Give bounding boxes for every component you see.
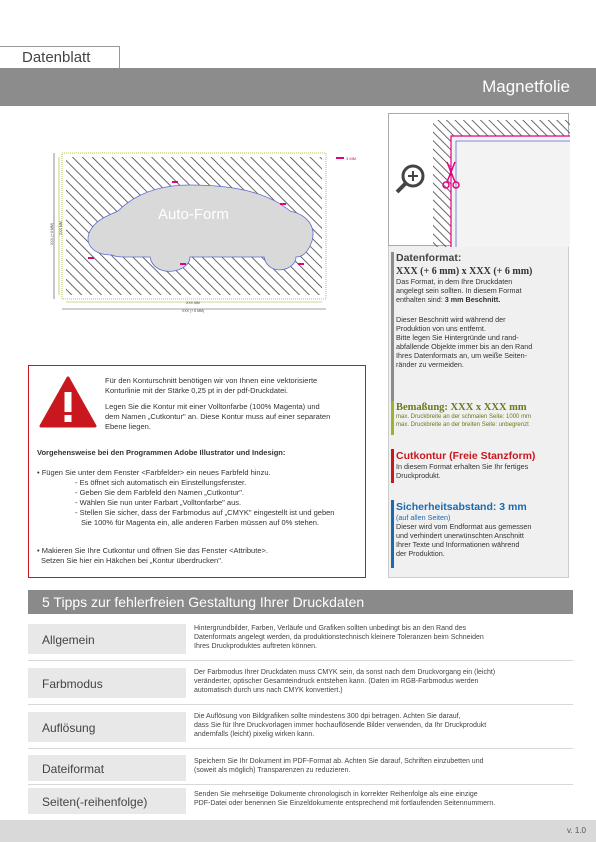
bemassung-section <box>396 402 568 429</box>
dim-bottom-inner: XXX MM <box>186 301 200 305</box>
warning-step-6: Sie 100% für Magenta ein, alle anderen Farben müssen auf 0% stehen. <box>81 518 320 527</box>
sicherheit-title: Sicherheitsabstand: 3 mm <box>396 501 527 513</box>
datenformat-section <box>396 252 568 369</box>
bemassung-title: Bemaßung: XXX x XXX mm <box>396 402 527 413</box>
tip-text-line: Der Farbmodus Ihrer Druckdaten muss CMYK sein, da sonst nach dem Druckvorgang ein (leicht) <box>194 669 496 676</box>
datenformat-bar <box>391 252 394 412</box>
tip-separator <box>28 748 573 749</box>
format-diagram <box>40 145 360 315</box>
tip-text-line: veränderter, optischer Gesamteindruck entstehen kann. (Daten im RGB-Farbmodus werden <box>194 678 479 685</box>
datenformat-line1: Das Format, in dem Ihre Druckdaten <box>396 277 513 286</box>
warning-intro2-2: dem Namen „Cutkontur" an. Diese Kontur muss auf einer separaten <box>105 412 331 421</box>
dim-bottom-outer: XXX (+ 6 MM) <box>182 309 205 313</box>
bemassung-line2: max. Druckbreite an der breiten Seite: unbegrenzt <box>396 422 529 428</box>
tip-label: Dateiformat <box>28 755 186 781</box>
tip-label: Auflösung <box>28 712 186 742</box>
datenformat-bleed: 3 mm Beschnitt. <box>444 295 501 304</box>
warning-icon <box>39 376 97 428</box>
warning-step-3: - Geben Sie dem Farbfeld den Namen „Cutkontur". <box>75 488 244 497</box>
tips-header <box>28 590 573 614</box>
tip-label: Seiten(-reihenfolge) <box>28 788 186 814</box>
tip-separator <box>28 784 573 785</box>
cut-label: 3 MM <box>346 156 356 161</box>
cutkontur-section <box>396 450 568 480</box>
tip-text-line: automatisch durch uns nach CMYK konvertiert.) <box>194 687 343 694</box>
tip-text-line: dass Sie für Ihre Druckvorlagen immer hochauflösende Bilder verwenden, da Ihr Druckprodukt <box>194 722 487 729</box>
tip-text-line: PDF-Datei oder benennen Sie Einzeldokumente entsprechend mit fortlaufenden Seitennummern. <box>194 800 496 807</box>
warning-heading: Vorgehensweise bei den Programmen Adobe Illustrator und Indesign: <box>37 448 286 457</box>
bemassung-line1: max. Druckbreite an der schmalen Seite: 1000 mm <box>396 414 532 420</box>
datenformat-para2-2: Produktion von uns entfernt. <box>396 324 486 333</box>
footer <box>0 820 596 842</box>
sicherheit-line3: Ihrer Texte und Informationen während <box>396 540 520 549</box>
warning-final-2: Setzen Sie hier ein Häkchen bei „Kontur überdrucken". <box>41 556 223 565</box>
warning-intro-2: Konturlinie mit der Stärke 0,25 pt in der pdf-Druckdatei. <box>105 386 289 395</box>
tip-row-dateiformat <box>28 755 573 781</box>
warning-step-2: - Es öffnet sich automatisch ein Einstellungsfenster. <box>75 478 247 487</box>
version-label: v. 1.0 <box>567 826 586 835</box>
warning-intro-1: Für den Konturschnitt benötigen wir von Ihnen eine vektorisierte <box>105 376 318 385</box>
tip-label: Farbmodus <box>28 668 186 698</box>
datenformat-para2-5: Ihres Datenformats an, um weiße Seiten- <box>396 351 528 360</box>
tip-text-line: Datenformats angelegt werden, da produktionstechnisch kleinere Toleranzen beim Schneiden <box>194 634 484 641</box>
shape-label: Auto-Form <box>158 206 229 223</box>
sicherheit-line2: und verhindert unerwünschten Anschnitt <box>396 531 524 540</box>
cutkontur-line1: In diesem Format erhalten Sie Ihr fertiges <box>396 462 529 471</box>
warning-box <box>28 365 366 578</box>
zoom-box <box>388 113 569 246</box>
tip-text-line: Speichern Sie Ihr Dokument im PDF-Format ab. Achten Sie darauf, Schriften einzubetten und <box>194 758 484 765</box>
bemassung-bar <box>391 401 394 435</box>
tip-text-line: Hintergrundbilder, Farben, Verläufe und Grafiken sollten unbedingt bis an den Rand des <box>194 625 467 632</box>
dim-left-inner: XXX MM <box>59 221 63 235</box>
dim-left-outer: XXX (+ 6 MM) <box>50 222 54 245</box>
warning-intro2-1: Legen Sie die Kontur mit einer Volltonfarbe (100% Magenta) und <box>105 402 320 411</box>
datenformat-para2-3: Bitte legen Sie Hintergründe und rand- <box>396 333 519 342</box>
cutkontur-line2: Druckprodukt. <box>396 471 441 480</box>
sicherheit-line4: der Produktion. <box>396 549 445 558</box>
datenformat-size: XXX (+ 6 mm) x XXX (+ 6 mm) <box>396 266 533 277</box>
tip-row-aufloesung <box>28 712 573 742</box>
tip-separator <box>28 704 573 705</box>
sicherheit-bar <box>391 500 394 568</box>
datenformat-para2-1: Dieser Beschnitt wird während der <box>396 315 506 324</box>
sicherheit-section <box>396 501 568 558</box>
tip-text-line: andernfalls (leicht) pixelig wirken kann. <box>194 731 315 738</box>
tip-row-seiten <box>28 788 573 814</box>
datenformat-title: Datenformat: <box>396 252 462 264</box>
tip-text-line: (soweit als möglich) Transparenzen zu reduzieren. <box>194 767 351 774</box>
datenformat-line3: enthalten sind: <box>396 295 445 304</box>
tip-label: Allgemein <box>28 624 186 654</box>
tip-text-line: Senden Sie mehrseitige Dokumente chronologisch in korrekter Reihenfolge als eine einzige <box>194 791 478 798</box>
tip-separator <box>28 660 573 661</box>
warning-intro2-3: Ebene liegen. <box>105 422 151 431</box>
header-top-band <box>120 46 596 68</box>
tip-row-allgemein <box>28 624 573 654</box>
sicherheit-line1: Dieser wird vom Endformat aus gemessen <box>396 522 532 531</box>
header-tab: Datenblatt <box>0 46 120 68</box>
cutkontur-title: Cutkontur (Freie Stanzform) <box>396 450 536 462</box>
datenformat-para2-6: ränder zu vermeiden. <box>396 360 464 369</box>
page-title: Magnetfolie <box>482 77 570 96</box>
warning-step-5: - Stellen Sie sicher, dass der Farbmodus auf „CMYK" eingestellt ist und geben <box>75 508 335 517</box>
header-band <box>0 68 596 106</box>
tip-text-line: Die Auflösung von Bildgrafiken sollte mindestens 300 dpi betragen. Achten Sie darauf, <box>194 713 461 720</box>
tip-text-line: Ihres Druckproduktes auftreten können. <box>194 643 317 650</box>
sicherheit-subtitle: (auf allen Seiten) <box>396 513 451 522</box>
warning-final-1: • Makieren Sie Ihre Cutkontur und öffnen Sie das Fenster <Attribute>. <box>37 546 268 555</box>
datenformat-line2: angelegt sein sollten. In diesem Format <box>396 286 522 295</box>
zoom-in-icon <box>397 166 423 192</box>
cutkontur-bar <box>391 449 394 483</box>
tip-row-farbmodus <box>28 668 573 698</box>
datenformat-para2-4: abfallende Objekte immer bis an den Rand <box>396 342 533 351</box>
tips-title: 5 Tipps zur fehlerfreien Gestaltung Ihrer Druckdaten <box>42 594 365 610</box>
warning-step-1: • Fügen Sie unter dem Fenster <Farbfelder> ein neues Farbfeld hinzu. <box>37 468 271 477</box>
warning-step-4: - Wählen Sie nun unter Farbart „Volltonfarbe" aus. <box>75 498 242 507</box>
